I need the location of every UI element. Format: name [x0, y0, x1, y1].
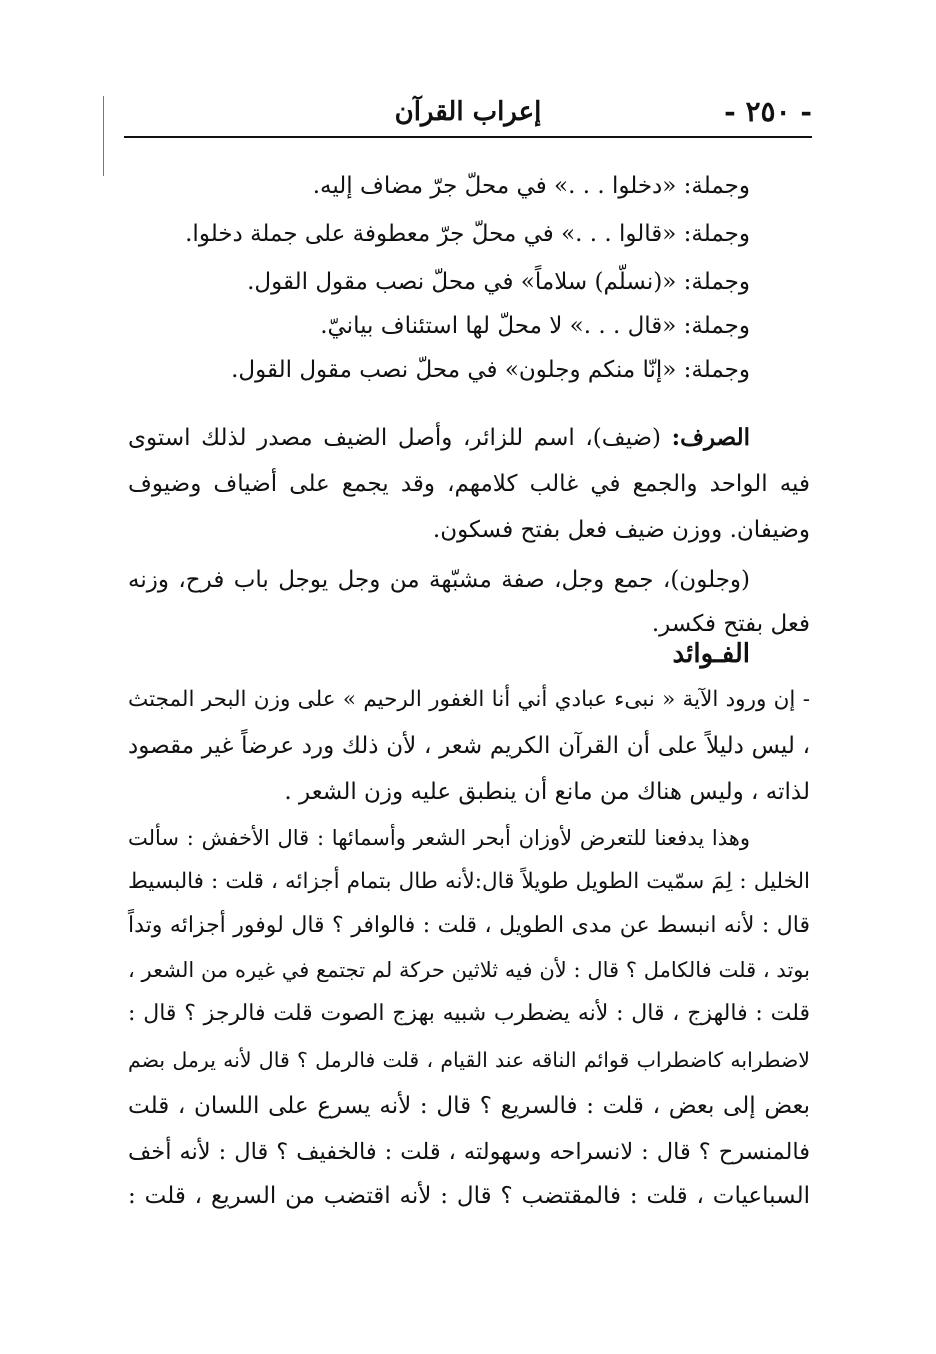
fawaid-line: الخليل : لِمَ سمّيت الطويل طويلاً قال:لأنه طال بتمام أجزائه ، قلت : فالبسيط	[128, 869, 810, 894]
analysis-line: وجملة: «دخلوا . . .» في محلّ جرّ مضاف إليه.	[312, 173, 750, 199]
fawaid-line: وهذا يدفعنا للتعرض لأوزان أبحر الشعر وأسمائها : قال الأخفش : سألت	[128, 826, 750, 850]
fawaid-line: بعض إلى بعض ، قلت : فالسريع ؟ قال : لأنه يسرع على اللسان ، قلت	[128, 1093, 810, 1119]
sarf-line: فعل بفتح فكسر.	[651, 611, 810, 637]
page-number: - ٢٥٠ -	[724, 95, 812, 128]
page-header	[124, 92, 812, 138]
fawaid-line: قال : لأنه انبسط عن مدى الطويل ، قلت : فالوافر ؟ قال لوفور أجزائه وتداً	[128, 913, 810, 938]
fawaid-line: قلت : فالهزج ، قال : لأنه يضطرب شبيه بهزج الصوت قلت فالرجز ؟ قال :	[128, 1001, 810, 1026]
sarf-line-first	[128, 418, 750, 458]
fawaid-line: لاضطرابه كاضطراب قوائم الناقه عند القيام ، قلت فالرمل ؟ قال لأنه يرمل بضم	[128, 1048, 810, 1072]
fawaid-line: لذاته ، وليس هناك من مانع أن ينطبق عليه وزن الشعر .	[284, 779, 810, 805]
section-heading: الفـوائد	[672, 639, 750, 669]
sarf-label: الصرف:	[671, 424, 751, 451]
fawaid-line: بوتد ، قلت فالكامل ؟ قال : لأن فيه ثلاثين حركة لم تجتمع في غيره من الشعر ،	[128, 958, 810, 982]
running-title: إعراب القرآن	[394, 97, 542, 127]
analysis-line: وجملة: «قال . . .» لا محلّ لها استئناف بيانيّ.	[320, 313, 750, 339]
analysis-line: وجملة: «(نسلّم) سلاماً» في محلّ نصب مقول القول.	[247, 269, 750, 295]
fawaid-line: ، ليس دليلاً على أن القرآن الكريم شعر ، لأن ذلك ورد عرضاً غير مقصود	[128, 733, 810, 759]
fawaid-line: فالمنسرح ؟ قال : لانسراحه وسهولته ، قلت : فالخفيف ؟ قال : لأنه أخف	[128, 1139, 810, 1165]
analysis-line: وجملة: «قالوا . . .» في محلّ جرّ معطوفة على جملة دخلوا.	[185, 221, 750, 247]
sarf-text: (ضيف)، اسم للزائر، وأصل الضيف مصدر لذلك استوى	[128, 425, 662, 451]
analysis-line: وجملة: «إنّا منكم وجلون» في محلّ نصب مقول القول.	[231, 357, 750, 383]
sarf-line: (وجلون)، جمع وجل، صفة مشبّهة من وجل يوجل باب فرح، وزنه	[128, 567, 750, 593]
margin-rule	[103, 96, 104, 176]
fawaid-line: السباعيات ، قلت : فالمقتضب ؟ قال : لأنه اقتضب من السريع ، قلت :	[128, 1183, 810, 1209]
sarf-line: وضيفان. ووزن ضيف فعل بفتح فسكون.	[432, 517, 810, 543]
fawaid-line: - إن ورود الآية « نبىء عبادي أني أنا الغفور الرحيم » على وزن البحر المجتث	[128, 687, 810, 712]
sarf-line: فيه الواحد والجمع في غالب كلامهم، وقد يجمع على أضياف وضيوف	[128, 471, 810, 497]
